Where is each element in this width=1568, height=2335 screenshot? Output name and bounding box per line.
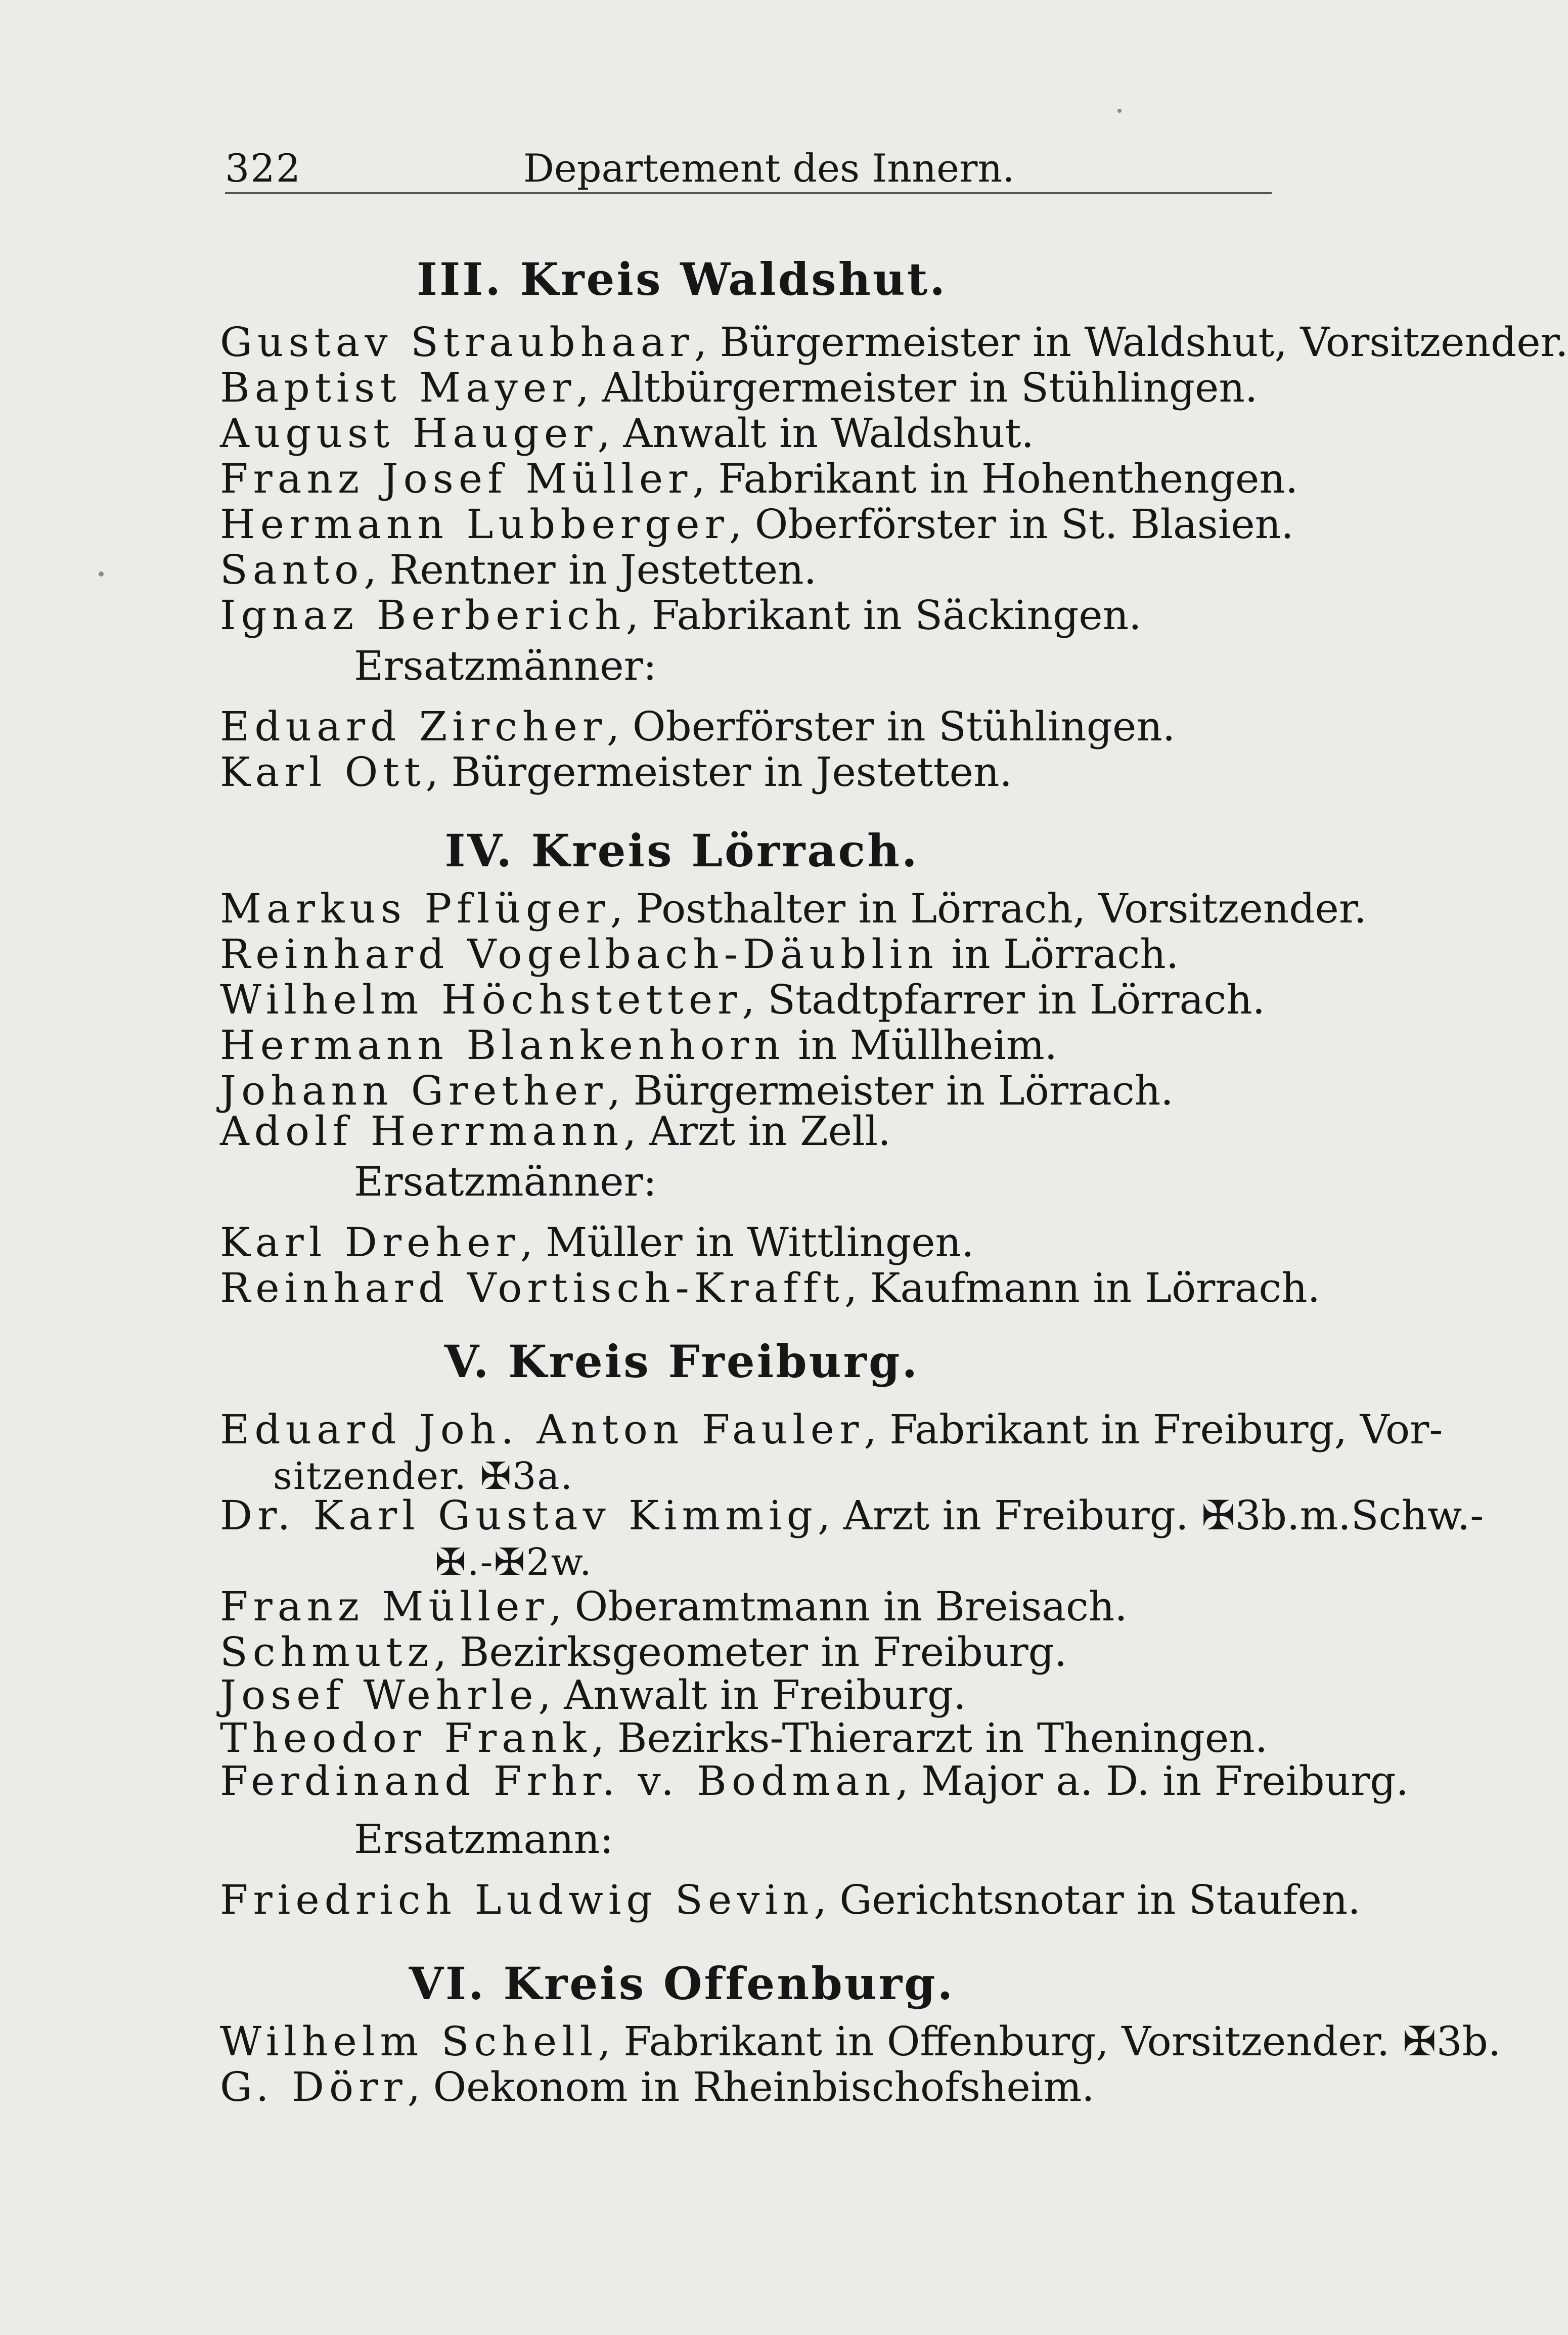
- list-item: Baptist Mayer, Altbürgermeister in Stühlingen.: [220, 364, 1258, 411]
- list-item: Eduard Zircher, Oberförster in Stühlingen.: [220, 703, 1176, 750]
- list-item: G. Dörr, Oekonom in Rheinbischofsheim.: [220, 2063, 1095, 2110]
- substitutes-label: Ersatzmann:: [354, 1816, 614, 1863]
- list-item: Karl Ott, Bürgermeister in Jestetten.: [220, 748, 1012, 796]
- list-item: Friedrich Ludwig Sevin, Gerichtsnotar in Staufen.: [220, 1876, 1361, 1923]
- list-item: Wilhelm Höchstetter, Stadtpfarrer in Lörrach.: [220, 976, 1266, 1023]
- section-title-vi: VI. Kreis Offenburg.: [409, 1957, 955, 2010]
- list-item: Markus Pflüger, Posthalter in Lörrach, Vorsitzender.: [220, 885, 1367, 932]
- list-item: Karl Dreher, Müller in Wittlingen.: [220, 1219, 974, 1266]
- running-head: Departement des Innern.: [523, 146, 1015, 191]
- list-item: Josef Wehrle, Anwalt in Freiburg.: [220, 1671, 966, 1719]
- paper-speck: [1117, 109, 1122, 113]
- list-item-continuation: sitzender. ✠3a.: [273, 1455, 573, 1498]
- list-item: Johann Grether, Bürgermeister in Lörrach.: [220, 1067, 1174, 1114]
- list-item: Eduard Joh. Anton Fauler, Fabrikant in Freiburg, Vor-: [220, 1406, 1443, 1453]
- page-header: [225, 137, 1272, 194]
- list-item: Wilhelm Schell, Fabrikant in Offenburg, Vorsitzender. ✠3b.: [220, 2018, 1501, 2065]
- section-title-v: V. Kreis Freiburg.: [444, 1335, 920, 1388]
- list-item-continuation: ✠.-✠2w.: [435, 1540, 593, 1584]
- list-item: Schmutz, Bezirksgeometer in Freiburg.: [220, 1628, 1067, 1676]
- list-item: Adolf Herrmann, Arzt in Zell.: [220, 1108, 891, 1155]
- list-item: Ignaz Berberich, Fabrikant in Säckingen.: [220, 592, 1142, 639]
- list-item: Dr. Karl Gustav Kimmig, Arzt in Freiburg. ✠3b.m.Schw.-: [220, 1492, 1484, 1539]
- list-item: Theodor Frank, Bezirks-Thierarzt in Theningen.: [220, 1714, 1268, 1761]
- section-title-iii: III. Kreis Waldshut.: [416, 253, 948, 305]
- list-item: August Hauger, Anwalt in Waldshut.: [220, 410, 1034, 457]
- substitutes-label: Ersatzmänner:: [354, 642, 657, 689]
- list-item: Hermann Lubberger, Oberförster in St. Blasien.: [220, 501, 1294, 548]
- substitutes-label: Ersatzmänner:: [354, 1158, 657, 1205]
- list-item: Reinhard Vortisch-Krafft, Kaufmann in Lörrach.: [220, 1264, 1321, 1311]
- list-item: Santo, Rentner in Jestetten.: [220, 546, 817, 593]
- list-item: Gustav Straubhaar, Bürgermeister in Waldshut, Vorsitzender.: [220, 319, 1568, 366]
- list-item: Franz Josef Müller, Fabrikant in Hohenthengen.: [220, 455, 1298, 502]
- list-item: Franz Müller, Oberamtmann in Breisach.: [220, 1583, 1128, 1630]
- page-number: 322: [225, 146, 302, 191]
- list-item: Ferdinand Frhr. v. Bodman, Major a. D. in Freiburg.: [220, 1757, 1409, 1804]
- list-item: Hermann Blankenhorn in Müllheim.: [220, 1022, 1058, 1069]
- list-item: Reinhard Vogelbach-Däublin in Lörrach.: [220, 931, 1179, 978]
- paper-speck: [99, 571, 104, 577]
- section-title-iv: IV. Kreis Lörrach.: [444, 824, 919, 877]
